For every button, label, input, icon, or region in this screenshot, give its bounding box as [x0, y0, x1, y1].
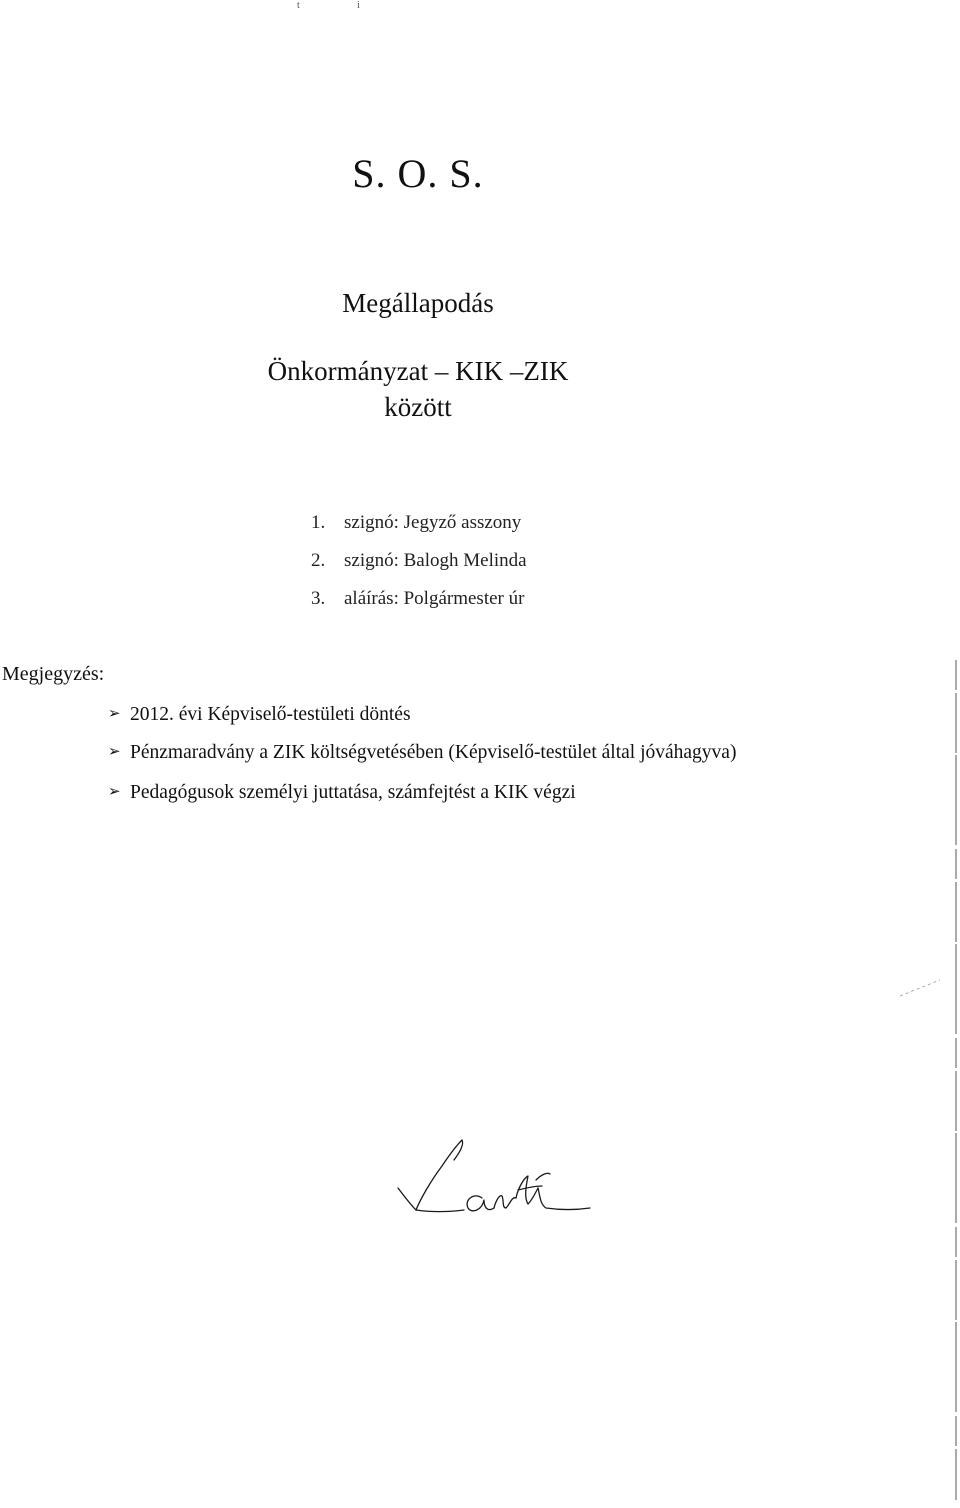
step-number: 2.: [311, 550, 326, 571]
document-title: S. O. S.: [352, 151, 484, 196]
step-text: szignó: Jegyző asszony: [344, 512, 522, 533]
note-text: 2012. évi Képviselő-testületi döntés: [130, 704, 411, 725]
step-number: 3.: [311, 588, 326, 609]
scan-mark: i: [357, 0, 360, 11]
note-text: Pedagógusok személyi juttatása, számfejtést a KIK végzi: [130, 782, 576, 803]
document-parties: Önkormányzat – KIK –ZIK: [267, 356, 569, 386]
scan-mark: t: [297, 0, 300, 11]
step-number: 1.: [311, 512, 326, 533]
arrow-bullet-icon: ➢: [108, 704, 121, 722]
arrow-bullet-icon: ➢: [108, 782, 121, 800]
notes-label: Megjegyzés:: [2, 663, 105, 685]
arrow-bullet-icon: ➢: [108, 742, 121, 760]
step-text: szignó: Balogh Melinda: [344, 550, 527, 571]
document-between: között: [384, 392, 452, 422]
step-text: aláírás: Polgármester úr: [344, 588, 525, 609]
document-subtitle: Megállapodás: [342, 288, 494, 318]
note-text: Pénzmaradvány a ZIK költségvetésében (Képviselő-testület által jóváhagyva): [130, 742, 737, 763]
